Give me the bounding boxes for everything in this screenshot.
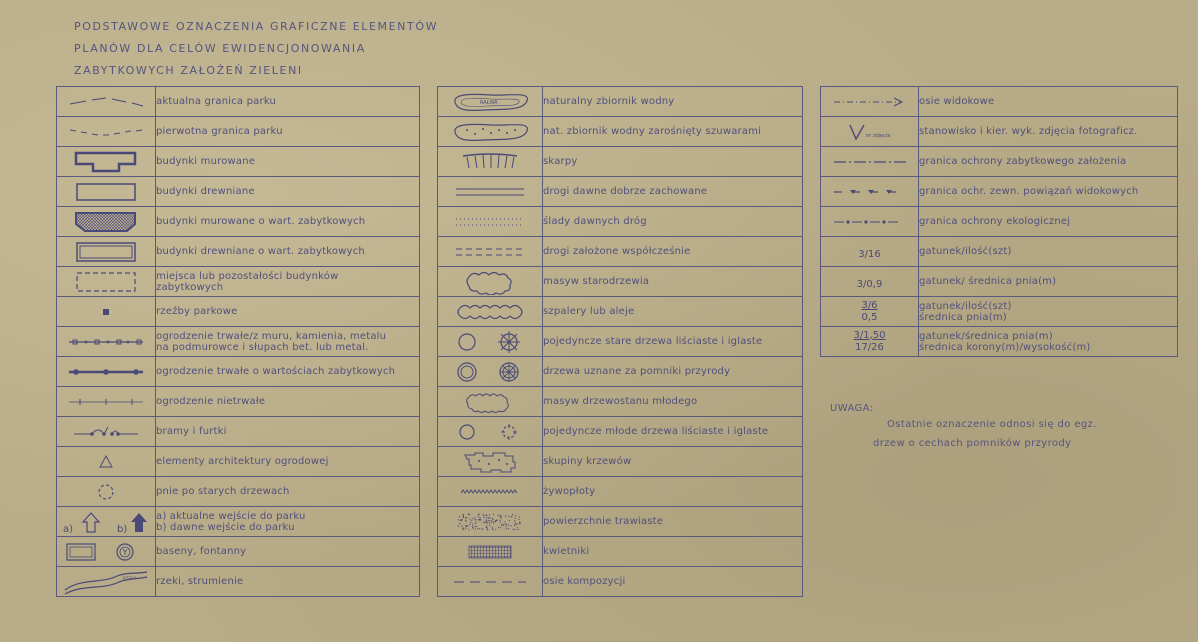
escarpment-icon [438, 151, 542, 173]
legend-label-cell [156, 567, 420, 597]
legend-label-cell [919, 117, 1178, 147]
legend-row [57, 537, 420, 567]
legend-symbol-cell [438, 327, 543, 357]
legend-row [57, 327, 420, 357]
legend-label-cell [156, 477, 420, 507]
legend-label: kwietniki [543, 546, 590, 557]
flowerbed-icon [438, 540, 542, 564]
legend-row [438, 87, 803, 117]
legend-label: baseny, fontanny [156, 546, 247, 557]
fraction-numerator: 3/1,50 [853, 329, 886, 341]
overgrown-pond-icon [438, 119, 542, 145]
old-tree-mass-icon [438, 269, 542, 295]
lawn-dots-icon [438, 509, 542, 535]
fraction-numerator: 3/6 [861, 299, 878, 311]
legend-row [821, 177, 1178, 207]
legend-label: gatunek/ilość(szt) [919, 300, 1012, 312]
legend-row [57, 507, 420, 537]
legend-label: ogrodzenie trwałe/z muru, kamienia, metalu [156, 330, 387, 342]
legend-row [438, 417, 803, 447]
legend-row [438, 177, 803, 207]
legend-symbol-cell [821, 297, 919, 327]
legend-symbol-cell [438, 417, 543, 447]
original-park-boundary-line-icon [57, 124, 155, 140]
legend-label: pnie po starych drzewach [156, 486, 290, 497]
legend-label: powierzchnie trawiaste [543, 516, 664, 527]
legend-label-cell [543, 147, 803, 177]
value-label: 3/16 [858, 249, 881, 260]
legend-symbol-cell [438, 537, 543, 567]
note-line: Ostatnie oznaczenie odnosi się do egz. [887, 419, 1097, 430]
pool-fountain-icon [57, 540, 155, 564]
legend-label: gatunek/ilość(szt) [919, 246, 1012, 257]
entrance-mark-a: a) [63, 523, 74, 535]
value-fraction [850, 299, 890, 325]
wooden-building-icon [57, 181, 155, 203]
note-heading: UWAGA: [830, 403, 874, 414]
river-icon [57, 568, 155, 596]
legend-row [438, 447, 803, 477]
young-trees-icon [438, 420, 542, 444]
legend-label: budynki murowane [156, 156, 256, 167]
legend-symbol-cell [821, 117, 919, 147]
legend-label-cell [156, 237, 420, 267]
legend-row [57, 447, 420, 477]
legend-symbol-cell [438, 267, 543, 297]
legend-label: na podmurowce i słupach bet. lub metal. [156, 341, 369, 353]
legend-label-cell [156, 297, 420, 327]
legend-label: granica ochrony zabytkowego założenia [919, 156, 1127, 167]
old-road-double-line-icon [438, 184, 542, 200]
photo-number-mark: nr zdjęcia [865, 132, 890, 139]
legend-label: masyw starodrzewia [543, 276, 650, 287]
legend-row [57, 117, 420, 147]
legend-label-cell [156, 87, 420, 117]
view-axis-arrow-icon [821, 94, 918, 110]
legend-symbol-cell [821, 267, 919, 297]
legend-symbol-cell [821, 327, 919, 357]
legend-symbol-cell [438, 147, 543, 177]
legend-label: pierwotna granica parku [156, 126, 283, 137]
legend-label: stanowisko i kier. wyk. zdjęcia fotograficz. [919, 126, 1138, 137]
legend-row [438, 567, 803, 597]
legend-label: drogi dawne dobrze zachowane [543, 186, 708, 197]
legend-label-cell [543, 507, 803, 537]
legend-symbol-cell [438, 177, 543, 207]
legend-label: a) aktualne wejście do parku [156, 510, 306, 522]
legend-symbol-cell [57, 207, 156, 237]
young-stand-icon [438, 389, 542, 415]
view-link-boundary-icon [821, 184, 918, 200]
legend-label: b) dawne wejście do parku [156, 521, 295, 533]
legend-symbol-cell [57, 327, 156, 357]
legend-symbol-cell [821, 147, 919, 177]
legend-row [438, 507, 803, 537]
legend-row [438, 387, 803, 417]
legend-row [438, 147, 803, 177]
historic-wooden-building-icon [57, 241, 155, 263]
legend-label: osie kompozycji [543, 576, 626, 587]
title-line: PODSTAWOWE OZNACZENIA GRAFICZNE ELEMENTÓW [74, 20, 439, 33]
legend-symbol-cell [57, 417, 156, 447]
legend-label: ogrodzenie trwałe o wartościach zabytkowych [156, 366, 396, 377]
legend-table-2 [437, 86, 803, 597]
legend-symbol-cell [438, 207, 543, 237]
legend-symbol-cell [57, 507, 156, 537]
legend-symbol-cell [57, 117, 156, 147]
temporary-fence-icon [57, 394, 155, 410]
legend-symbol-cell [57, 447, 156, 477]
legend-label: drogi założone współcześnie [543, 246, 691, 257]
legend-label-cell [543, 387, 803, 417]
pond-icon [438, 89, 542, 115]
legend-label-cell [156, 357, 420, 387]
legend-row [57, 417, 420, 447]
pond-mark: RAŁWA [480, 99, 498, 106]
legend-row [821, 117, 1178, 147]
legend-label-cell [543, 537, 803, 567]
entrance-mark-b: b) [117, 523, 128, 535]
legend-label-cell [543, 567, 803, 597]
legend-symbol-cell [438, 117, 543, 147]
legend-label-cell [543, 297, 803, 327]
legend-label-cell [156, 327, 420, 357]
legend-label-cell [156, 207, 420, 237]
fraction-denominator: 0,5 [861, 311, 878, 323]
legend-row [438, 327, 803, 357]
current-park-boundary-line-icon [57, 94, 155, 110]
legend-row [57, 567, 420, 597]
old-trees-icon [438, 330, 542, 354]
legend-label: zabytkowych [156, 281, 224, 293]
legend-row [438, 207, 803, 237]
legend-row [57, 297, 420, 327]
legend-label: skupiny krzewów [543, 456, 632, 467]
legend-row [821, 297, 1178, 327]
legend-label-cell [919, 297, 1178, 327]
legend-label-cell [543, 117, 803, 147]
legend-label: szpalery lub aleje [543, 306, 635, 317]
legend-symbol-cell [438, 567, 543, 597]
legend-symbol-cell [821, 237, 919, 267]
historic-masonry-building-icon [57, 210, 155, 234]
shrub-group-icon [438, 449, 542, 475]
legend-label: średnica korony(m)/wysokość(m) [919, 341, 1091, 353]
dashed-circle-icon [57, 481, 155, 503]
triangle-icon [57, 453, 155, 471]
legend-row [57, 357, 420, 387]
legend-label-cell [543, 87, 803, 117]
legend-symbol-cell [438, 357, 543, 387]
legend-label: budynki drewniane o wart. zabytkowych [156, 246, 365, 257]
photo-station-icon [821, 121, 918, 143]
legend-label-cell [543, 327, 803, 357]
legend-label: pojedyncze młode drzewa liściaste i iglaste [543, 426, 769, 437]
legend-label-cell [919, 327, 1178, 357]
legend-label: naturalny zbiornik wodny [543, 96, 675, 107]
legend-label-cell [919, 207, 1178, 237]
legend-symbol-cell [57, 357, 156, 387]
legend-row [821, 147, 1178, 177]
legend-symbol-cell [57, 237, 156, 267]
legend-label-cell [543, 177, 803, 207]
legend-row [57, 237, 420, 267]
legend-label-cell [543, 267, 803, 297]
value-fraction [850, 329, 890, 355]
sculpture-square-icon [57, 302, 155, 322]
legend-label-cell [919, 177, 1178, 207]
legend-symbol-cell [438, 297, 543, 327]
legend-row [438, 117, 803, 147]
legend-symbol-cell [438, 387, 543, 417]
new-road-dashed-icon [438, 244, 542, 260]
note-line: drzew o cechach pomników przyrody [873, 438, 1072, 449]
legend-row [438, 267, 803, 297]
legend-symbol-cell [57, 387, 156, 417]
legend-symbol-cell [821, 207, 919, 237]
legend-row [57, 177, 420, 207]
legend-label-cell [156, 417, 420, 447]
entrance-arrows-icon [57, 508, 155, 536]
legend-symbol-cell [57, 477, 156, 507]
ecological-boundary-icon [821, 214, 918, 230]
legend-row [438, 357, 803, 387]
hedge-zigzag-icon [438, 485, 542, 499]
legend-label: drzewa uznane za pomniki przyrody [543, 366, 731, 377]
permanent-fence-icon [57, 334, 155, 350]
legend-symbol-cell [821, 177, 919, 207]
legend-row [57, 477, 420, 507]
legend-label-cell [919, 147, 1178, 177]
title-line: ZABYTKOWYCH ZAŁOŻEŃ ZIELENI [74, 64, 303, 77]
legend-row [57, 207, 420, 237]
legend-label-cell [156, 507, 420, 537]
historic-protection-boundary-icon [821, 154, 918, 170]
legend-label: rzeźby parkowe [156, 306, 238, 317]
legend-label: średnica pnia(m) [919, 311, 1007, 323]
legend-label: skarpy [543, 156, 578, 167]
legend-label: miejsca lub pozostałości budynków [156, 270, 339, 282]
legend-label-cell [543, 477, 803, 507]
fraction-denominator: 17/26 [855, 341, 884, 353]
legend-symbol-cell [57, 267, 156, 297]
legend-label-cell [543, 417, 803, 447]
legend-table-3 [820, 86, 1178, 357]
legend-label-cell [919, 87, 1178, 117]
legend-label: pojedyncze stare drzewa liściaste i iglaste [543, 336, 763, 347]
legend-symbol-cell [438, 447, 543, 477]
legend-label-cell [543, 447, 803, 477]
legend-label: granica ochr. zewn. powiązań widokowych [919, 186, 1139, 197]
legend-row [821, 327, 1178, 357]
legend-symbol-cell [821, 87, 919, 117]
legend-symbol-cell [438, 507, 543, 537]
legend-label-cell [156, 447, 420, 477]
legend-row [821, 237, 1178, 267]
river-mark: RZEKA [123, 575, 137, 581]
legend-symbol-cell [438, 237, 543, 267]
legend-row [57, 147, 420, 177]
legend-row [57, 387, 420, 417]
legend-label-cell [156, 267, 420, 297]
legend-label: osie widokowe [919, 96, 995, 107]
title-line: PLANÓW DLA CELÓW EWIDENCJONOWANIA [74, 42, 366, 55]
legend-symbol-cell [438, 477, 543, 507]
legend-symbol-cell [57, 177, 156, 207]
legend-symbol-cell [57, 567, 156, 597]
legend-label-cell [156, 177, 420, 207]
legend-label: rzeki, strumienie [156, 576, 244, 587]
legend-label: gatunek/ średnica pnia(m) [919, 276, 1057, 287]
legend-row [438, 237, 803, 267]
legend-row [821, 267, 1178, 297]
legend-label-cell [919, 267, 1178, 297]
gate-icon [57, 422, 155, 442]
legend-label: granica ochrony ekologicznej [919, 216, 1071, 227]
legend-label: elementy architektury ogrodowej [156, 456, 329, 467]
legend-label-cell [543, 207, 803, 237]
legend-label: żywopłoty [543, 486, 596, 497]
legend-label-cell [156, 117, 420, 147]
legend-row [57, 87, 420, 117]
legend-table-1 [56, 86, 420, 597]
legend-symbol-cell [438, 87, 543, 117]
legend-label: budynki drewniane [156, 186, 255, 197]
legend-symbol-cell [57, 87, 156, 117]
building-remains-icon [57, 270, 155, 294]
legend-label-cell [156, 147, 420, 177]
legend-label-cell [543, 237, 803, 267]
legend-label: gatunek/średnica pnia(m) [919, 330, 1053, 342]
legend-label: bramy i furtki [156, 426, 227, 437]
legend-label: ogrodzenie nietrwałe [156, 396, 266, 407]
legend-symbol-cell [57, 147, 156, 177]
legend-row [438, 477, 803, 507]
legend-row [821, 87, 1178, 117]
hedgerow-alley-icon [438, 302, 542, 322]
road-traces-dotted-icon [438, 214, 542, 230]
legend-label-cell [919, 237, 1178, 267]
historic-fence-icon [57, 364, 155, 380]
legend-symbol-cell [57, 297, 156, 327]
legend-row [438, 537, 803, 567]
legend-row [438, 297, 803, 327]
legend-label: budynki murowane o wart. zabytkowych [156, 216, 366, 227]
legend-label: aktualna granica parku [156, 96, 277, 107]
legend-label-cell [156, 387, 420, 417]
legend-label-cell [543, 357, 803, 387]
legend-row [57, 267, 420, 297]
legend-label: masyw drzewostanu młodego [543, 396, 698, 407]
value-label: 3/0,9 [856, 279, 883, 290]
masonry-building-icon [57, 150, 155, 174]
document-title [74, 16, 438, 82]
nature-monument-trees-icon [438, 360, 542, 384]
legend-label-cell [156, 537, 420, 567]
note-text [873, 415, 1097, 453]
composition-axis-icon [438, 574, 542, 590]
legend-label: nat. zbiornik wodny zarośnięty szuwarami [543, 126, 762, 137]
legend-label: ślady dawnych dróg [543, 216, 647, 227]
legend-symbol-cell [57, 537, 156, 567]
legend-row [821, 207, 1178, 237]
note-block [830, 403, 1097, 449]
